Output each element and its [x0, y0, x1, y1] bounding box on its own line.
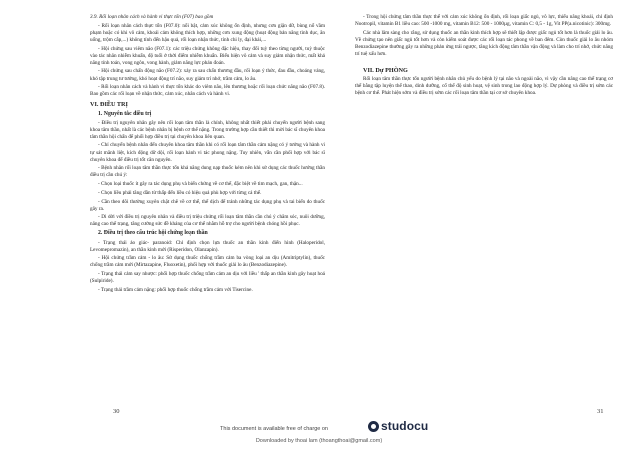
- paragraph: - Hội chứng sau chấn động não (F07.2): xảy ra sau chấn thương đầu, rối loạn ý thức, đau đầu, choáng váng, khó tập trung tư tưởng, khó hoạt động trí não, suy giảm trí nhớ, trầm cảm, lo âu.: [90, 68, 325, 82]
- section-heading-prevention: VII. Dự PHÒNG: [363, 66, 408, 74]
- paragraph: - Hội chứng sau viêm não (F07.1): các triệu chứng không đặc hiệu, thay đổi tuỳ theo từng người, tuỳ thuộc vào tác nhân nhiễm khuẩn, độ tuổi ở thời điểm nhiễm khuẩn. Biểu hiện vô cảm và suy giảm nhận thức, mất khả năng tính toán, vong ngôn, vong hành, giảm năng lực phán đoán.: [90, 45, 325, 66]
- paragraph: - Cần theo dõi thường xuyên chặt chẽ về cơ thể, thể dịch để tránh những tác dụng phụ và tai biến do thuốc gây ra.: [90, 198, 325, 212]
- page-number-right: 31: [597, 408, 604, 415]
- page-number-left: 30: [113, 408, 120, 415]
- paragraph: - Chỉ chuyển bệnh nhân đến chuyên khoa tâm thần khi có rối loạn tâm thần cảm nặng có ý tưởng và hành vi tự sát mãnh liệt, kích động dữ dội, rối loạn hành vi tác phong nặng. Tuy nhiên, vẫn cần phối hợp với bác sĩ chuyên khoa để điều trị tốt căn nguyên.: [90, 142, 325, 163]
- availability-notice: [0, 426, 638, 432]
- paragraph: - Bệnh nhân rối loạn tâm thần thực tổn khả năng dung nạp thuốc kém nên khi sử dụng các thuốc hướng thần điều trị cần chú ý:: [90, 165, 325, 179]
- studocu-logo-text: studocu: [381, 419, 429, 433]
- download-attribution: Downloaded by thoai lam (thoangthoai@gmail.com): [255, 438, 383, 444]
- paragraph: - Trạng thái trầm cảm nặng: phối hợp thuốc chống trầm cảm với Tisercine.: [98, 286, 253, 293]
- left-page-column: [90, 14, 325, 296]
- paragraph: - Hội chứng trầm cảm - lo âu: Sử dụng thuốc chống trầm cảm ba vòng loại an dịu (Amitriptylin), thuốc chống trầm cảm mới (Mirtazapine, Fluoxetin), phối hợp với thuốc giải lo âu (Benzodiazepine).: [90, 255, 325, 269]
- paragraph: - Điều trị nguyên nhân gây nên rối loạn tâm thần là chính, không nhất thiết phải chuyển người bệnh sang khoa tâm thần, nhất là các bệnh nhân bị bệnh cơ thể nặng. Trong trường hợp cần thiết thì mời bác sĩ chuyên khoa tâm thần hội chẩn để phối hợp điều trị tại chuyên khoa liên quan.: [90, 119, 325, 140]
- paragraph: - Rối loạn nhân cách và hành vi thực tổn khác do viêm não, lên thương hoặc rối loạn chức năng não (F07.8). Bao gồm các rối loạn về nhận thức, cảm xúc, nhân cách và hành vi.: [90, 84, 325, 98]
- right-page-column: [355, 14, 613, 99]
- paragraph: - Trạng thái ảo giác- paranoid: Chỉ định chọn lựa thuốc an thần kinh điển hình (Haloperidol, Levomepromazin), an thần kinh mới (Risperidon, Olanzapin).: [90, 239, 325, 253]
- section-3-9-heading: 3.9. Rối loạn nhân cách và hành vi thực tổn (F07) bao gồm: [90, 14, 214, 20]
- paragraph: Các nhà lâm sàng cho rằng, sử dụng thuốc an thần kinh thích hợp sẽ thiết lập được giấc ngủ tốt hơn là thuốc giải lo âu. Về chứng tạo nên giấc ngủ tốt hơn và còn kiểm soát được các rối loạn tác phong về ban đêm. Còn thuốc giải lo âu nhóm Benzodiazepine thường gây ra những phản ứng trái ngược, tăng kích động tâm thần vận động và làm cho trí nhớ, chức năng trí tuệ xấu hơn.: [355, 29, 613, 58]
- spacer: [355, 60, 613, 64]
- section-heading-treatment: VI. ĐIỀU TRỊ: [90, 101, 128, 109]
- paragraph: - Chọn loại thuốc ít gây ra tác dụng phụ và biến chứng về cơ thể, đặc biệt về tim mạch, gan, thận...: [98, 181, 303, 188]
- subsection-heading-principles: 1. Nguyên tắc điều trị: [98, 110, 152, 117]
- paragraph: - Di dời với điều trị nguyên nhân và điều trị triệu chứng rối loạn tâm thần cần chú ý chăm sóc, nuôi dưỡng, nâng cao thể trạng, tăng cường sức đề kháng của cơ thể nhằm hỗ trợ cho người bệnh chóng hồi phục.: [90, 214, 325, 228]
- availability-notice-text: This document is available free of charge on: [220, 426, 328, 432]
- subsection-heading-drugs: 2. Điều trị theo cấu trúc hội chứng loạn thần: [98, 230, 208, 237]
- paragraph: - Trạng thái cảm say nhược: phối hợp thuốc chống trầm cảm an dịu với liều ' thấp an thần kinh gây hoạt hoá (Sulpiride).: [90, 271, 325, 285]
- paragraph: Rối loạn tâm thần thực tổn người bệnh nhân chủ yếu do bệnh lý tại não và ngoài não, vì vậy cần nâng cao thể trạng cơ thể bằng tập luyện thể thao, dinh dưỡng, cố thể độ sinh hoạt, vệ sinh trong lao động hợp lý. Dự phòng và điều trị sớm các bệnh cơ thể. Phát hiện sớm và điều trị sớm các rối loạn tâm thần tại cơ sở chuyên khoa.: [355, 75, 613, 97]
- paragraph: - Rối loạn nhân cách thực tổn (F07.0): nổi bật, cảm xúc không ổn định, nhưng cơn giận dữ, bùng nổ vầm phạm hoặc có khi vô cảm, khoái cảm không thích hợp, những cơn xung động (hoạt động bản năng tình dục, ăn uống, trộm cắp,...) không tính đến hậu quả, rối loạn nhận thức, tính chi ly, đại khái,...: [90, 22, 325, 43]
- paragraph: - Trong hội chứng tâm thần thực thể với cảm xúc không ổn định, rối loạn giấc ngủ, vô lực, thiểu năng khoái, chỉ định Nootropil, vitamin B1 liều cao: 500 -1000 mg, vitamin B12: 500 - 1000µg, vitamin C: 0,5 - 1g, Vit PP(a.nicotinic): 300mg.: [355, 14, 613, 28]
- paragraph: - Chọn liều phải tăng dần từ thấp đến liều có hiệu quả phù hợp với từng cá thể.: [98, 189, 262, 196]
